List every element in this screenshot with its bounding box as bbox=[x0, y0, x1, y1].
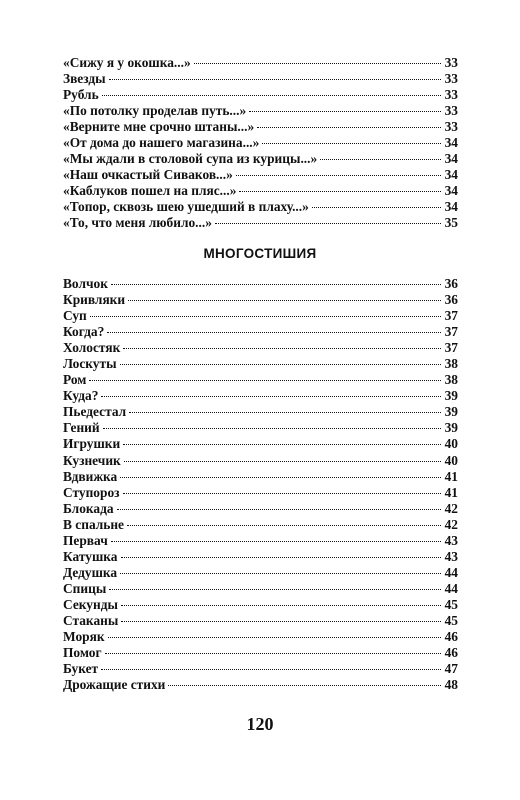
toc-entry-title: «Топор, сквозь шею ушедший в плаху...» bbox=[63, 199, 309, 215]
toc-entry-title: Когда? bbox=[63, 324, 105, 340]
toc-entry-title: Кривляки bbox=[63, 292, 126, 308]
toc-entry bbox=[63, 167, 458, 183]
toc-entry-page: 36 bbox=[444, 276, 458, 291]
toc-entry bbox=[63, 404, 458, 420]
toc-entry-page: 33 bbox=[444, 87, 458, 103]
toc-entry bbox=[63, 276, 458, 292]
toc-entry-title: В спальне bbox=[63, 516, 125, 532]
toc-entry-page: 40 bbox=[444, 436, 458, 452]
dot-leader bbox=[128, 300, 441, 301]
toc-entry-title: Куда? bbox=[63, 388, 99, 404]
toc-entry-title: Холостяк bbox=[63, 340, 121, 356]
toc-entry-title: Ром bbox=[63, 372, 87, 388]
toc-entry bbox=[63, 55, 458, 71]
toc-entry bbox=[63, 388, 458, 404]
toc-entry bbox=[63, 324, 458, 340]
toc-list-top bbox=[63, 55, 458, 232]
toc-entry bbox=[63, 103, 458, 119]
toc-entry-page: 33 bbox=[444, 71, 458, 87]
toc-entry-title: Волчок bbox=[63, 276, 108, 291]
toc-entry-title: «От дома до нашего магазина...» bbox=[63, 135, 260, 151]
toc-entry-page: 46 bbox=[444, 629, 458, 645]
toc-entry-page: 44 bbox=[444, 564, 458, 580]
toc-entry bbox=[63, 677, 458, 693]
toc-entry bbox=[63, 135, 458, 151]
toc-entry-page: 41 bbox=[444, 468, 458, 484]
toc-entry-page: 46 bbox=[444, 645, 458, 661]
toc-entry-page: 34 bbox=[444, 135, 458, 151]
toc-entry-title: «То, что меня любило...» bbox=[63, 215, 212, 231]
dot-leader bbox=[129, 412, 441, 413]
dot-leader bbox=[215, 223, 441, 224]
toc-entry-title: Звезды bbox=[63, 71, 106, 87]
toc-entry-page: 45 bbox=[444, 596, 458, 612]
toc-entry-title: Первач bbox=[63, 532, 108, 548]
dot-leader bbox=[123, 493, 441, 494]
dot-leader bbox=[249, 111, 441, 112]
toc-entry-page: 34 bbox=[444, 167, 458, 183]
toc-entry-page: 38 bbox=[444, 372, 458, 388]
toc-entry-page: 44 bbox=[444, 580, 458, 596]
toc-entry-page: 37 bbox=[444, 324, 458, 340]
toc-entry-page: 43 bbox=[444, 532, 458, 548]
toc-entry-title: Кузнечик bbox=[63, 452, 121, 468]
toc-entry bbox=[63, 469, 458, 485]
dot-leader bbox=[121, 605, 441, 606]
toc-entry-page: 40 bbox=[444, 452, 458, 468]
toc-entry-title: «По потолку проделав путь...» bbox=[63, 103, 247, 119]
toc-entry bbox=[63, 119, 458, 135]
dot-leader bbox=[101, 669, 441, 670]
dot-leader bbox=[101, 396, 441, 397]
toc-entry bbox=[63, 215, 458, 231]
toc-entry bbox=[63, 308, 458, 324]
toc-entry bbox=[63, 87, 458, 103]
dot-leader bbox=[257, 127, 441, 128]
toc-entry-page: 47 bbox=[444, 661, 458, 677]
dot-leader bbox=[121, 621, 441, 622]
toc-entry-page: 35 bbox=[444, 215, 458, 231]
toc-entry-page: 45 bbox=[444, 612, 458, 628]
dot-leader bbox=[109, 79, 441, 80]
toc-entry-title: Дрожащие стихи bbox=[63, 677, 166, 693]
toc-entry bbox=[63, 420, 458, 436]
toc-entry-page: 34 bbox=[444, 151, 458, 167]
toc-entry bbox=[63, 517, 458, 533]
toc-entry-page: 37 bbox=[444, 340, 458, 356]
dot-leader bbox=[90, 316, 441, 317]
dot-leader bbox=[89, 380, 441, 381]
toc-entry bbox=[63, 356, 458, 372]
toc-entry-title: Помог bbox=[63, 645, 102, 661]
toc-entry bbox=[63, 199, 458, 215]
page-number: 120 bbox=[246, 714, 274, 734]
toc-entry-page: 38 bbox=[444, 356, 458, 372]
toc-entry-page: 41 bbox=[444, 484, 458, 500]
dot-leader bbox=[108, 637, 441, 638]
toc-entry-page: 39 bbox=[444, 420, 458, 436]
toc-entry-title: «Верните мне срочно штаны...» bbox=[63, 119, 255, 135]
toc-entry-page: 33 bbox=[444, 103, 458, 119]
toc-entry bbox=[63, 629, 458, 645]
toc-entry-page: 39 bbox=[444, 404, 458, 420]
dot-leader bbox=[312, 207, 441, 208]
dot-leader bbox=[109, 589, 441, 590]
dot-leader bbox=[127, 525, 441, 526]
toc-entry-title: Ступороз bbox=[63, 484, 120, 500]
toc-entry-page: 33 bbox=[444, 55, 458, 70]
toc-entry-title: «Сижу я у окошка...» bbox=[63, 55, 191, 70]
toc-entry bbox=[63, 436, 458, 452]
dot-leader bbox=[107, 332, 441, 333]
toc-entry-title: Лоскуты bbox=[63, 356, 117, 372]
dot-leader bbox=[103, 428, 441, 429]
toc-entry-title: Дедушка bbox=[63, 564, 118, 580]
toc-entry-title: Букет bbox=[63, 661, 99, 677]
toc-entry-page: 48 bbox=[444, 677, 458, 693]
toc-entry-title: Секунды bbox=[63, 596, 118, 612]
dot-leader bbox=[120, 477, 441, 478]
dot-leader bbox=[194, 63, 441, 64]
toc-entry-title: Катушка bbox=[63, 548, 118, 564]
toc-entry-title: «Каблуков пошел на пляс...» bbox=[63, 183, 237, 199]
toc-entry-title: Рубль bbox=[63, 87, 99, 103]
toc-entry-page: 42 bbox=[444, 516, 458, 532]
toc-entry bbox=[63, 533, 458, 549]
toc-entry-title: Блокада bbox=[63, 500, 114, 516]
toc-entry-title: Суп bbox=[63, 308, 87, 324]
dot-leader bbox=[117, 509, 441, 510]
toc-entry-title: Спицы bbox=[63, 580, 107, 596]
toc-entry-title: Игрушки bbox=[63, 436, 121, 452]
dot-leader bbox=[236, 175, 441, 176]
toc-entry bbox=[63, 151, 458, 167]
dot-leader bbox=[120, 364, 441, 365]
toc-entry-title: Вдвижка bbox=[63, 468, 118, 484]
dot-leader bbox=[105, 653, 441, 654]
toc-entry-title: Гений bbox=[63, 420, 100, 436]
toc-entry bbox=[63, 597, 458, 613]
toc-entry-title: «Мы ждали в столовой супа из курицы...» bbox=[63, 151, 318, 167]
toc-entry-page: 34 bbox=[444, 199, 458, 215]
toc-entry-page: 39 bbox=[444, 388, 458, 404]
dot-leader bbox=[239, 191, 441, 192]
toc-entry bbox=[63, 340, 458, 356]
toc-entry bbox=[63, 661, 458, 677]
toc-entry bbox=[63, 71, 458, 87]
toc-list-section bbox=[63, 276, 458, 693]
dot-leader bbox=[102, 95, 441, 96]
section-heading: МНОГОСТИШИЯ bbox=[203, 246, 317, 261]
toc-entry-page: 43 bbox=[444, 548, 458, 564]
dot-leader bbox=[320, 159, 441, 160]
toc-entry-title: Моряк bbox=[63, 629, 105, 645]
toc-entry-title: Пьедестал bbox=[63, 404, 127, 420]
toc-entry-page: 36 bbox=[444, 292, 458, 308]
dot-leader bbox=[120, 573, 441, 574]
dot-leader bbox=[262, 143, 441, 144]
toc-entry bbox=[63, 501, 458, 517]
dot-leader bbox=[168, 685, 441, 686]
toc-entry bbox=[63, 183, 458, 199]
dot-leader bbox=[123, 444, 441, 445]
dot-leader bbox=[111, 541, 441, 542]
toc-entry-title: Стаканы bbox=[63, 612, 119, 628]
dot-leader bbox=[124, 461, 441, 462]
toc-entry bbox=[63, 549, 458, 565]
dot-leader bbox=[123, 348, 441, 349]
dot-leader bbox=[111, 284, 441, 285]
dot-leader bbox=[121, 557, 442, 558]
toc-entry-title: «Наш очкастый Сиваков...» bbox=[63, 167, 233, 183]
toc-entry bbox=[63, 645, 458, 661]
toc-entry bbox=[63, 372, 458, 388]
toc-entry-page: 33 bbox=[444, 119, 458, 135]
toc-entry bbox=[63, 453, 458, 469]
toc-entry bbox=[63, 485, 458, 501]
toc-entry-page: 34 bbox=[444, 183, 458, 199]
toc-entry-page: 42 bbox=[444, 500, 458, 516]
toc-entry bbox=[63, 613, 458, 629]
toc-entry bbox=[63, 581, 458, 597]
toc-entry-page: 37 bbox=[444, 308, 458, 324]
toc-entry bbox=[63, 565, 458, 581]
toc-entry bbox=[63, 292, 458, 308]
